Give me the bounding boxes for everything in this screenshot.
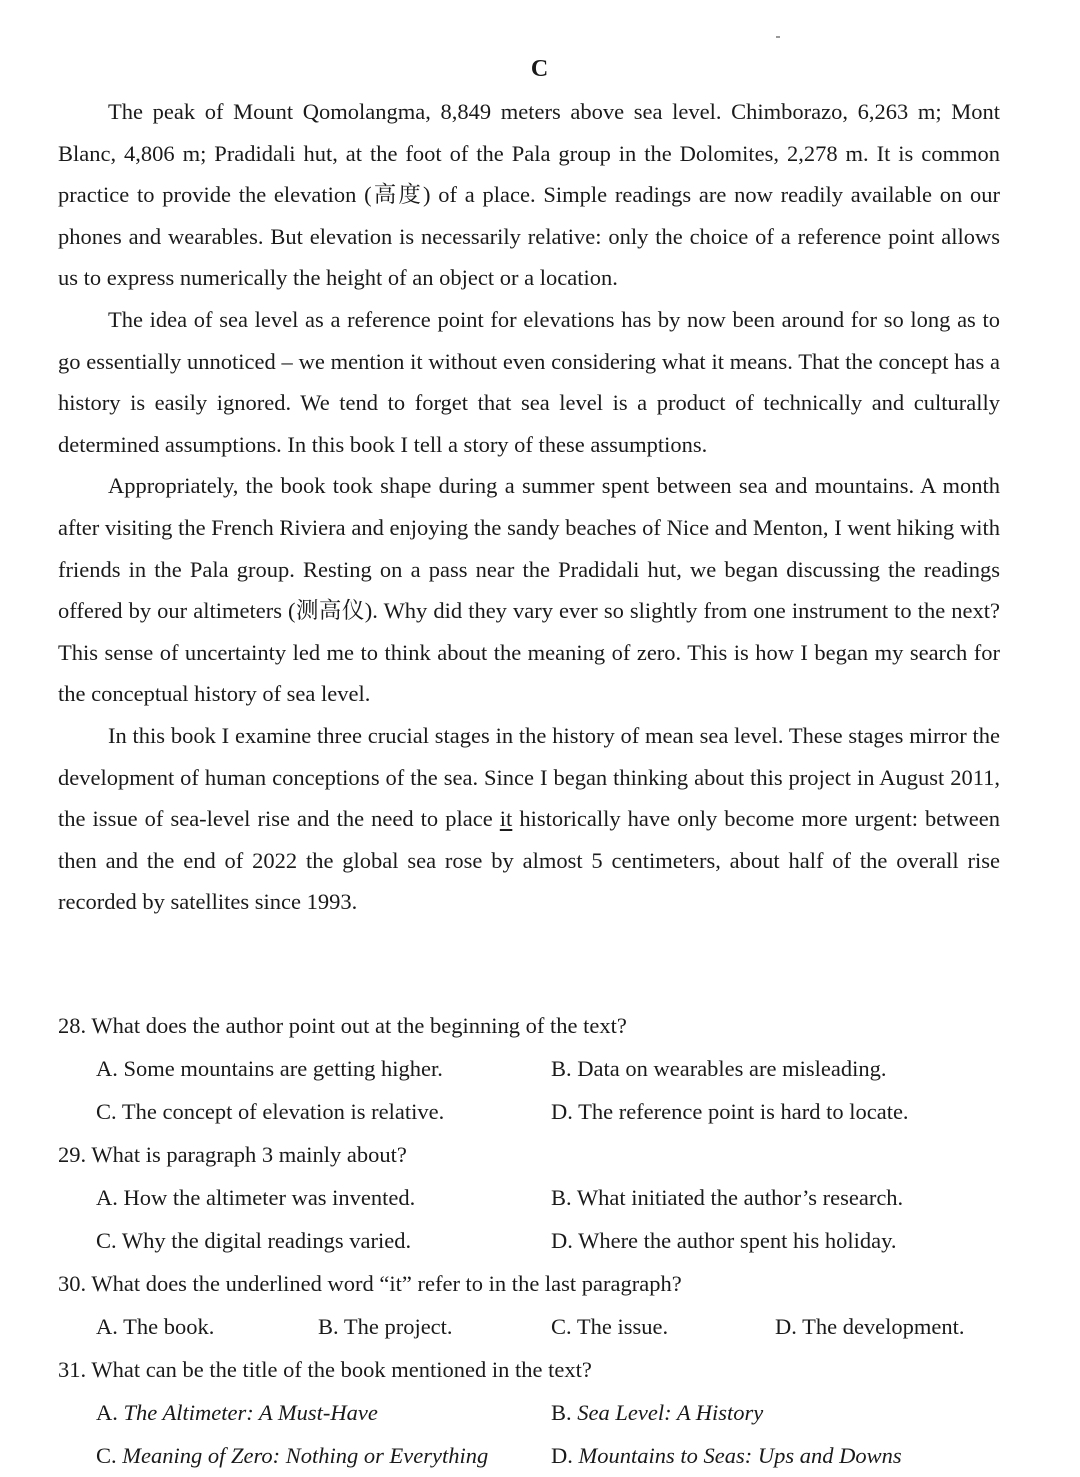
option-title: Sea Level: A History — [577, 1400, 764, 1425]
option-d[interactable]: D. Where the author spent his holiday. — [551, 1228, 897, 1253]
option-c[interactable]: C. The issue. — [551, 1314, 669, 1339]
option-title: Mountains to Seas: Ups and Downs — [578, 1443, 902, 1468]
reading-passage — [58, 91, 1000, 923]
option-d[interactable]: D. Mountains to Seas: Ups and Downs — [551, 1443, 902, 1468]
option-c[interactable]: C. Meaning of Zero: Nothing or Everything — [96, 1443, 489, 1468]
paragraph-4: In this book I examine three crucial stages in the history of mean sea level. These stages mirror the development of human conceptions of the sea. Since I began thinking about this project in August 2011, the issue of sea-level rise and the need to place it historically have only become more urgent: between then and the end of 2022 the global sea rose by almost 5 centimeters, about half of the overall rise recorded by satellites since 1993. — [58, 722, 1000, 915]
question-stem: 28. What does the author point out at the beginning of the text? — [58, 1013, 627, 1038]
section-heading: C — [530, 56, 550, 82]
option-b[interactable]: B. Sea Level: A History — [551, 1400, 764, 1425]
scan-mark — [776, 36, 780, 38]
option-d[interactable]: D. The reference point is hard to locate. — [551, 1099, 909, 1124]
option-a[interactable]: A. The Altimeter: A Must-Have — [96, 1400, 378, 1425]
paragraph-1: The peak of Mount Qomolangma, 8,849 meters above sea level. Chimborazo, 6,263 m; Mont Blanc, 4,806 m; Pradidali hut, at the foot of the Pala group in the Dolomites, 2,278 m. It is common practice to provide the elevation (高度) of a place. Simple readings are now readily available on our phones and wearables. But elevation is necessarily relative: only the choice of a reference point allows us to express numerically the height of an object or a location. — [58, 99, 1000, 291]
option-title: Meaning of Zero: Nothing or Everything — [122, 1443, 489, 1468]
option-a[interactable]: A. How the altimeter was invented. — [96, 1185, 416, 1210]
question-list — [58, 1004, 1000, 1477]
option-a[interactable]: A. Some mountains are getting higher. — [96, 1056, 443, 1081]
question-31 — [58, 1348, 1000, 1477]
option-b[interactable]: B. What initiated the author’s research. — [551, 1185, 904, 1210]
question-28 — [58, 1004, 1000, 1133]
option-d[interactable]: D. The development. — [775, 1314, 965, 1339]
option-title: The Altimeter: A Must-Have — [123, 1400, 378, 1425]
question-30 — [58, 1262, 1000, 1348]
option-b[interactable]: B. The project. — [318, 1314, 453, 1339]
question-stem: 31. What can be the title of the book mentioned in the text? — [58, 1357, 592, 1382]
option-c[interactable]: C. The concept of elevation is relative. — [96, 1099, 445, 1124]
paragraph-2: The idea of sea level as a reference point for elevations has by now been around for so long as to go essentially unnoticed – we mention it without even considering what it means. That the concept has a history is easily ignored. We tend to forget that sea level is a product of technically and culturally determined assumptions. In this book I tell a story of these assumptions. — [58, 306, 1000, 457]
question-stem: 30. What does the underlined word “it” refer to in the last paragraph? — [58, 1271, 682, 1296]
option-a[interactable]: A. The book. — [96, 1314, 215, 1339]
underlined-word: it — [499, 806, 513, 832]
question-29 — [58, 1133, 1000, 1262]
question-stem: 29. What is paragraph 3 mainly about? — [58, 1142, 407, 1167]
paragraph-3: Appropriately, the book took shape during a summer spent between sea and mountains. A month after visiting the French Riviera and enjoying the sandy beaches of Nice and Menton, I went hiking with friends in the Pala group. Resting on a pass near the Pradidali hut, we began discussing the readings offered by our altimeters (测高仪). Why did they vary ever so slightly from one instrument to the next? This sense of uncertainty led me to think about the meaning of zero. This is how I began my search for the conceptual history of sea level. — [58, 473, 1000, 707]
option-b[interactable]: B. Data on wearables are misleading. — [551, 1056, 887, 1081]
option-c[interactable]: C. Why the digital readings varied. — [96, 1228, 412, 1253]
